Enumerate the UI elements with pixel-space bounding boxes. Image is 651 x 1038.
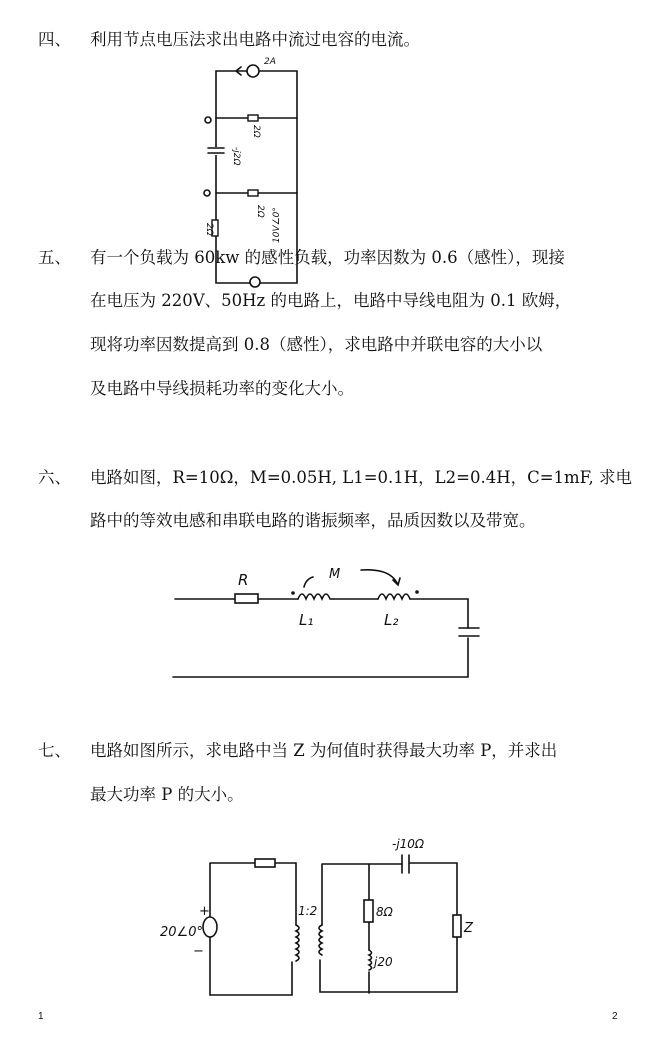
label-m: M <box>329 567 341 582</box>
label-r: R <box>238 571 249 589</box>
label-r8: 8Ω <box>376 905 393 919</box>
label-minus: − <box>193 944 204 959</box>
voltage-source <box>203 917 217 937</box>
q7-text-line2: 最大功率 P 的大小。 <box>90 785 244 804</box>
label-cap: -j10Ω <box>392 837 425 851</box>
label-ratio: 1:2 <box>298 904 318 918</box>
label-l1: L₁ <box>299 611 314 629</box>
q4-number: 四、 <box>38 30 71 49</box>
q4-cap-label: -j2Ω <box>231 147 241 166</box>
label-plus: + <box>199 904 210 919</box>
q4-source-label: 2A <box>264 57 276 67</box>
label-z: Z <box>464 921 473 936</box>
q7-number: 七、 <box>38 741 71 760</box>
label-l2: L₂ <box>384 611 399 629</box>
q6-text-line2: 路中的等效电感和串联电路的谐振频率，品质因数以及带宽。 <box>90 511 536 530</box>
q5-number: 五、 <box>38 248 71 267</box>
page-number-left: 1 <box>38 1011 44 1022</box>
q4-vsrc-label: 10V∠0° <box>272 207 282 243</box>
q6-circuit <box>173 567 479 677</box>
q7-text-line1: 电路如图所示，求电路中当 Z 为何值时获得最大功率 P，并求出 <box>90 741 558 760</box>
q6-text-line1: 电路如图，R=10Ω，M=0.05H, L1=0.1H，L2=0.4H，C=1mF, 求电 <box>90 468 633 487</box>
inductor-l2 <box>378 594 410 599</box>
q4-r2-label: 2Ω <box>255 205 265 218</box>
q5-text-line3: 现将功率因数提高到 0.8（感性），求电路中并联电容的大小以 <box>90 335 543 354</box>
q5-text-line4: 及电路中导线损耗功率的变化大小。 <box>90 379 354 398</box>
inductor-l1 <box>298 594 333 599</box>
q5-text-line1: 有一个负载为 60kw 的感性负载，功率因数为 0.6（感性），现接 <box>90 248 565 267</box>
load-z <box>453 915 461 937</box>
q7-circuit <box>160 837 474 995</box>
label-j20: j20 <box>374 955 393 969</box>
q4-text: 利用节点电压法求出电路中流过电容的电流。 <box>90 30 420 49</box>
node-1-marker <box>205 117 211 123</box>
node-2-marker <box>204 190 210 196</box>
q6-number: 六、 <box>38 468 71 487</box>
label-source: 20∠0° <box>160 925 203 940</box>
page-number-right: 2 <box>612 1011 618 1022</box>
q4-r3-label: 2Ω <box>204 223 214 236</box>
resistor-r <box>235 594 258 603</box>
q4-r1-label: 2Ω <box>251 125 261 138</box>
q5-text-line2: 在电压为 220V、50Hz 的电路上，电路中导线电阻为 0.1 欧姆， <box>90 291 572 310</box>
